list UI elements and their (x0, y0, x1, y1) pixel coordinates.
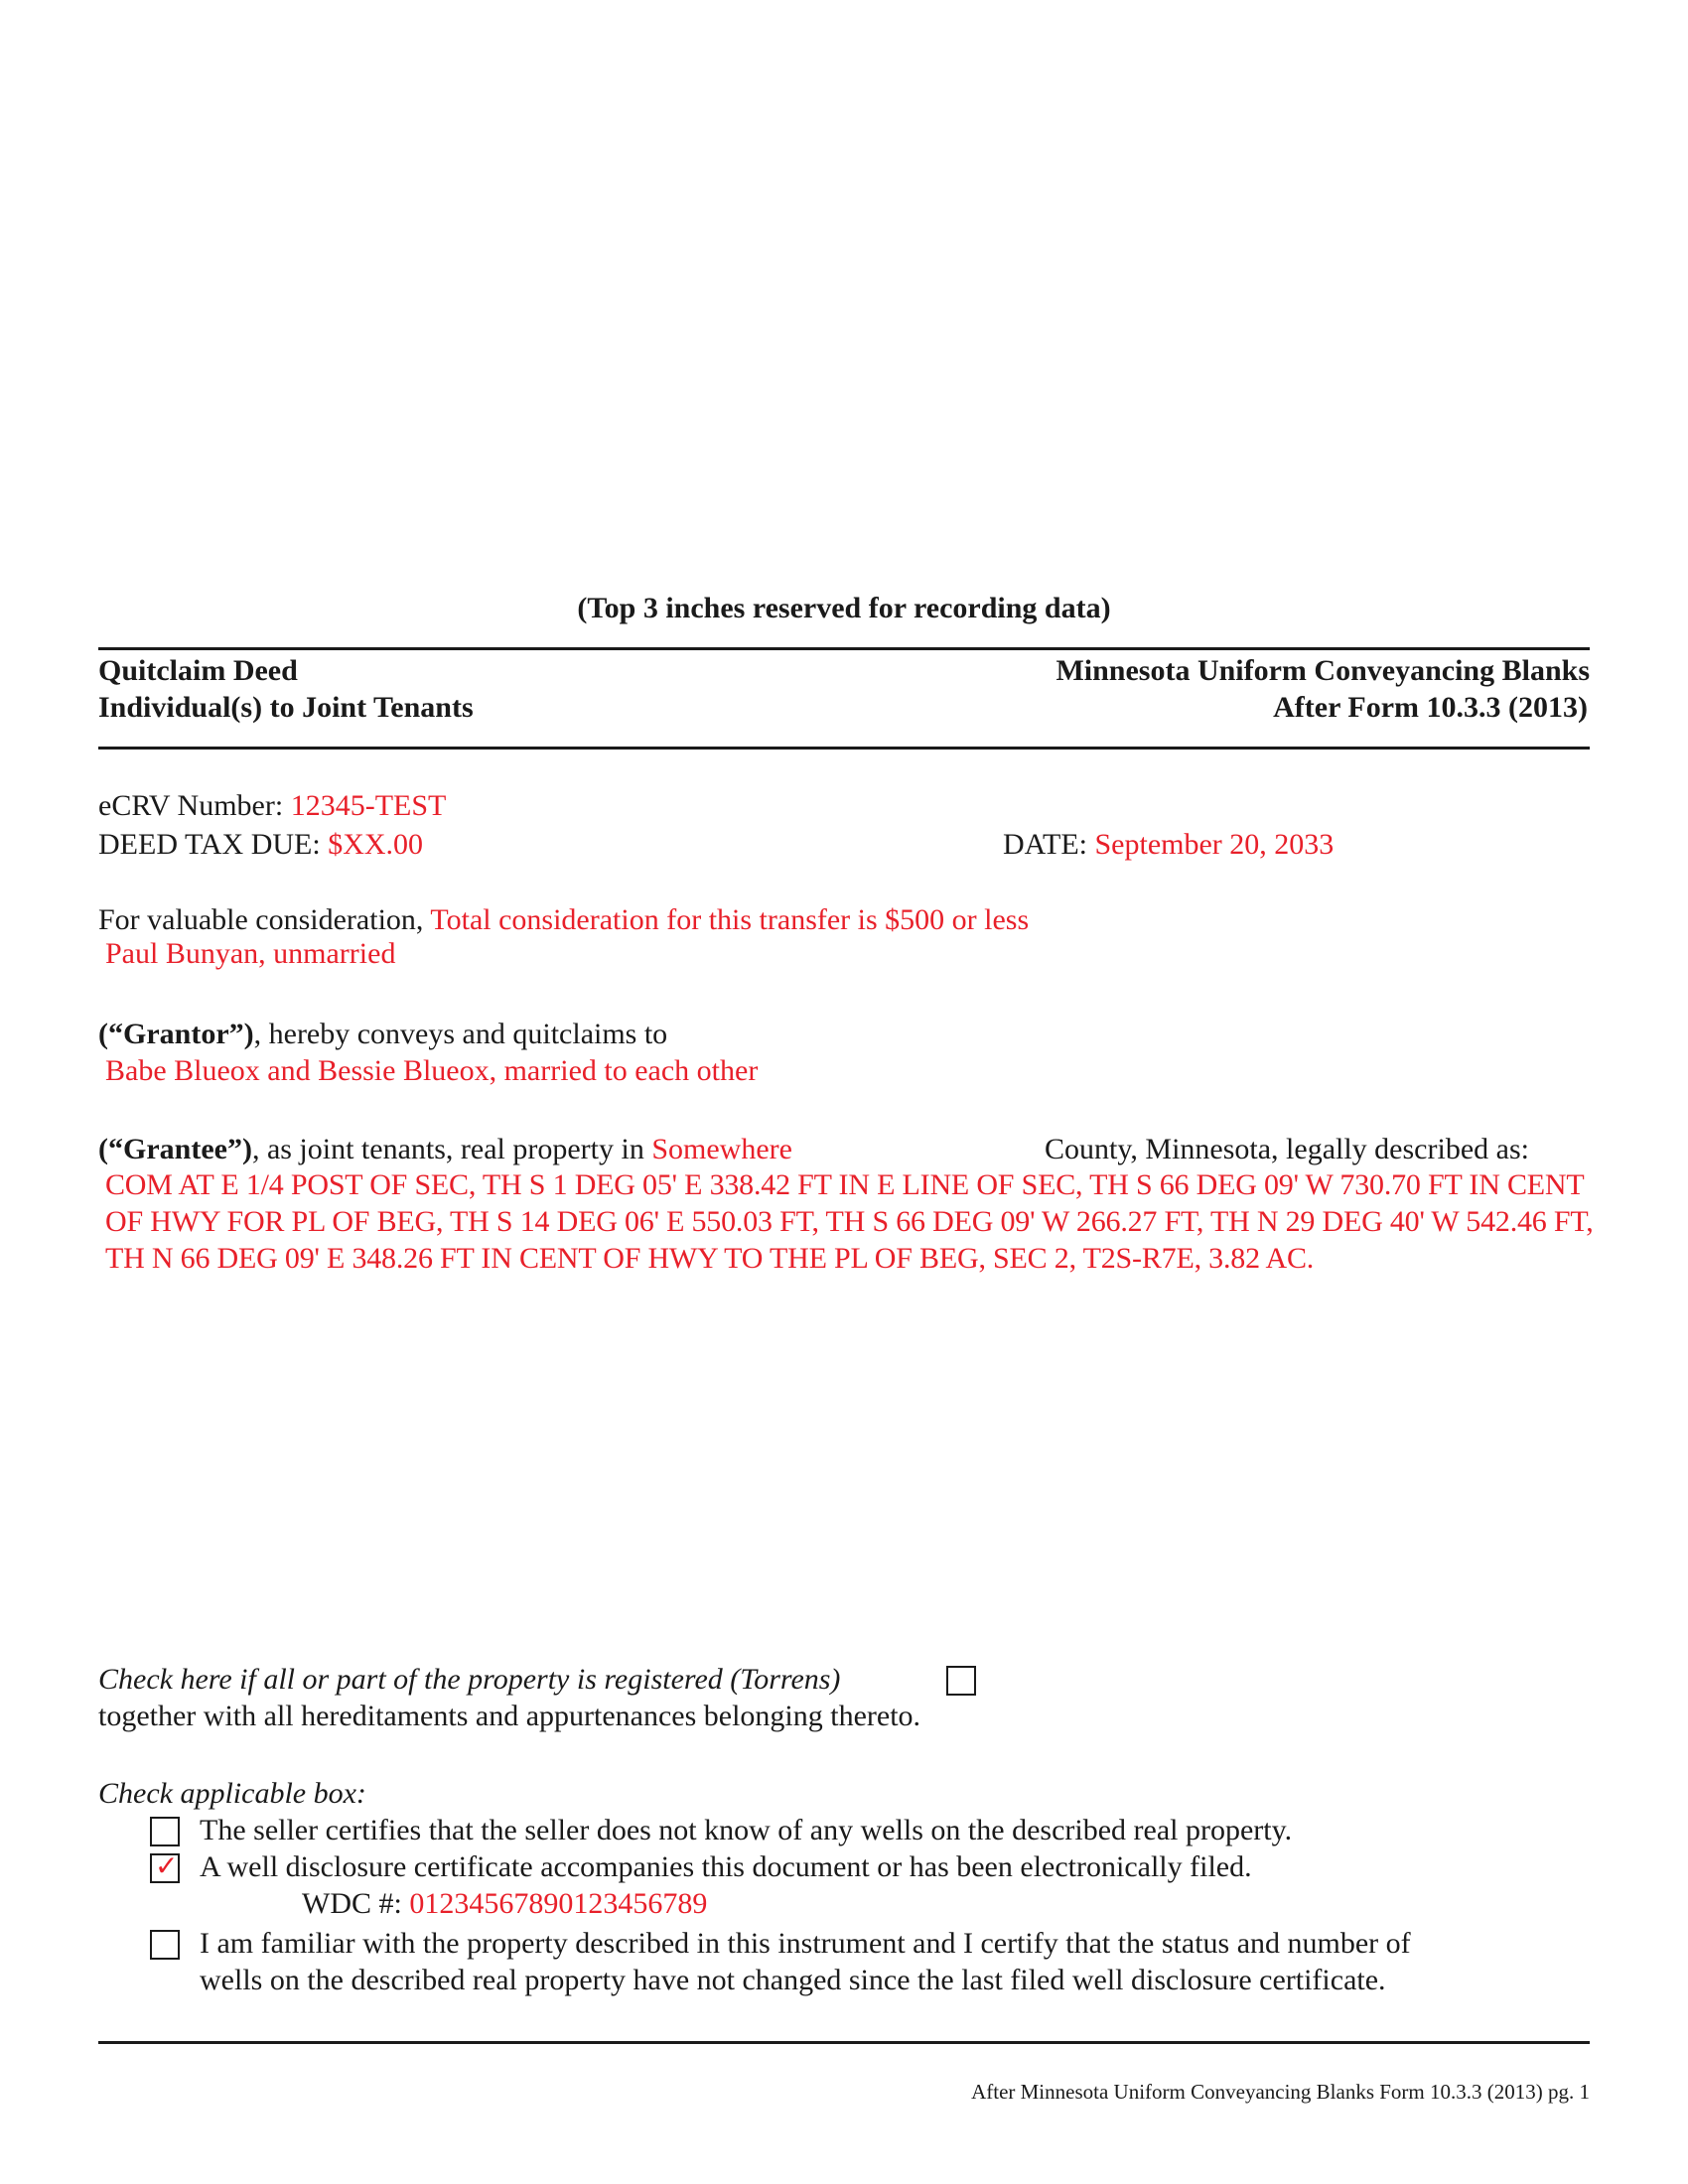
wdc-row (302, 1886, 707, 1922)
reserved-recording-note: (Top 3 inches reserved for recording data) (577, 592, 1111, 624)
page-footer: After Minnesota Uniform Conveyancing Blanks Form 10.3.3 (2013) pg. 1 (971, 2080, 1590, 2104)
grantor-name[interactable]: Paul Bunyan, unmarried (105, 937, 396, 970)
well-option-2-checkbox[interactable] (150, 1849, 180, 1883)
date-label: DATE: (1003, 828, 1087, 861)
wdc-value[interactable]: 01234567890123456789 (409, 1887, 708, 1920)
consideration-value[interactable]: Total consideration for this transfer is $500 or less (430, 903, 1030, 936)
torrens-label: Check here if all or part of the property is registered (Torrens) (98, 1663, 841, 1696)
ecrv-row (98, 788, 446, 824)
wdc-label: WDC #: (302, 1887, 402, 1920)
deed-tax-value[interactable]: $XX.00 (328, 828, 424, 861)
torrens-checkbox[interactable] (946, 1666, 976, 1696)
date-row (1003, 827, 1334, 863)
county-text: County, Minnesota, legally described as: (1045, 1133, 1529, 1165)
county-value[interactable]: Somewhere (651, 1133, 792, 1165)
grantor-label: (“Grantor”) (98, 1018, 254, 1050)
wells-heading: Check applicable box: (98, 1777, 366, 1810)
date-value[interactable]: September 20, 2033 (1094, 828, 1335, 861)
well-option-1-checkbox[interactable] (150, 1817, 180, 1846)
well-option-3-text-line1: I am familiar with the property described in this instrument and I certify that the status and number of (200, 1927, 1411, 1960)
consideration-row (98, 902, 1029, 938)
ecrv-label: eCRV Number: (98, 789, 284, 822)
document-subtitle: Individual(s) to Joint Tenants (98, 691, 474, 724)
deed-tax-row (98, 827, 423, 863)
grantee-text: , as joint tenants, real property in (251, 1133, 644, 1165)
form-number: After Form 10.3.3 (2013) (1273, 691, 1588, 724)
ecrv-value[interactable]: 12345-TEST (290, 789, 447, 822)
well-option-2-text: A well disclosure certificate accompanies this document or has been electronically filed. (200, 1850, 1252, 1883)
well-option-3-checkbox[interactable] (150, 1930, 180, 1960)
header-top-rule (98, 647, 1590, 650)
appurtenances-text: together with all hereditaments and appurtenances belonging thereto. (98, 1700, 921, 1732)
legal-description[interactable]: COM AT E 1/4 POST OF SEC, TH S 1 DEG 05' E 338.42 FT IN E LINE OF SEC, TH S 66 DEG 09' W 730.70 FT IN CENT OF HWY FOR PL OF BEG, TH S 14 DEG 06' E 550.03 FT, TH S 66 DEG 09' W 266.27 FT, TH N 29 DEG 40' W 542.46 FT, TH N 66 DEG 09' E 348.26 FT IN CENT OF HWY TO THE PL OF BEG, SEC 2, T2S-R7E, 3.82 AC. (105, 1168, 1594, 1275)
grantee-label: (“Grantee”) (98, 1133, 252, 1165)
check-mark-icon: ✓ (155, 1849, 179, 1882)
grantor-text: , hereby conveys and quitclaims to (253, 1018, 668, 1050)
form-series-title: Minnesota Uniform Conveyancing Blanks (1055, 654, 1590, 687)
footer-rule (98, 2041, 1590, 2044)
document-title: Quitclaim Deed (98, 654, 298, 687)
consideration-label: For valuable consideration, (98, 903, 424, 936)
well-option-1-text: The seller certifies that the seller does not know of any wells on the described real property. (200, 1814, 1293, 1846)
grantee-row (98, 1132, 792, 1167)
deed-tax-label: DEED TAX DUE: (98, 828, 321, 861)
grantee-names[interactable]: Babe Blueox and Bessie Blueox, married to each other (105, 1054, 759, 1087)
header-bottom-rule (98, 747, 1590, 750)
well-option-3-text-line2: wells on the described real property have not changed since the last filed well disclosure certificate. (200, 1964, 1386, 1996)
grantor-row (98, 1017, 667, 1052)
